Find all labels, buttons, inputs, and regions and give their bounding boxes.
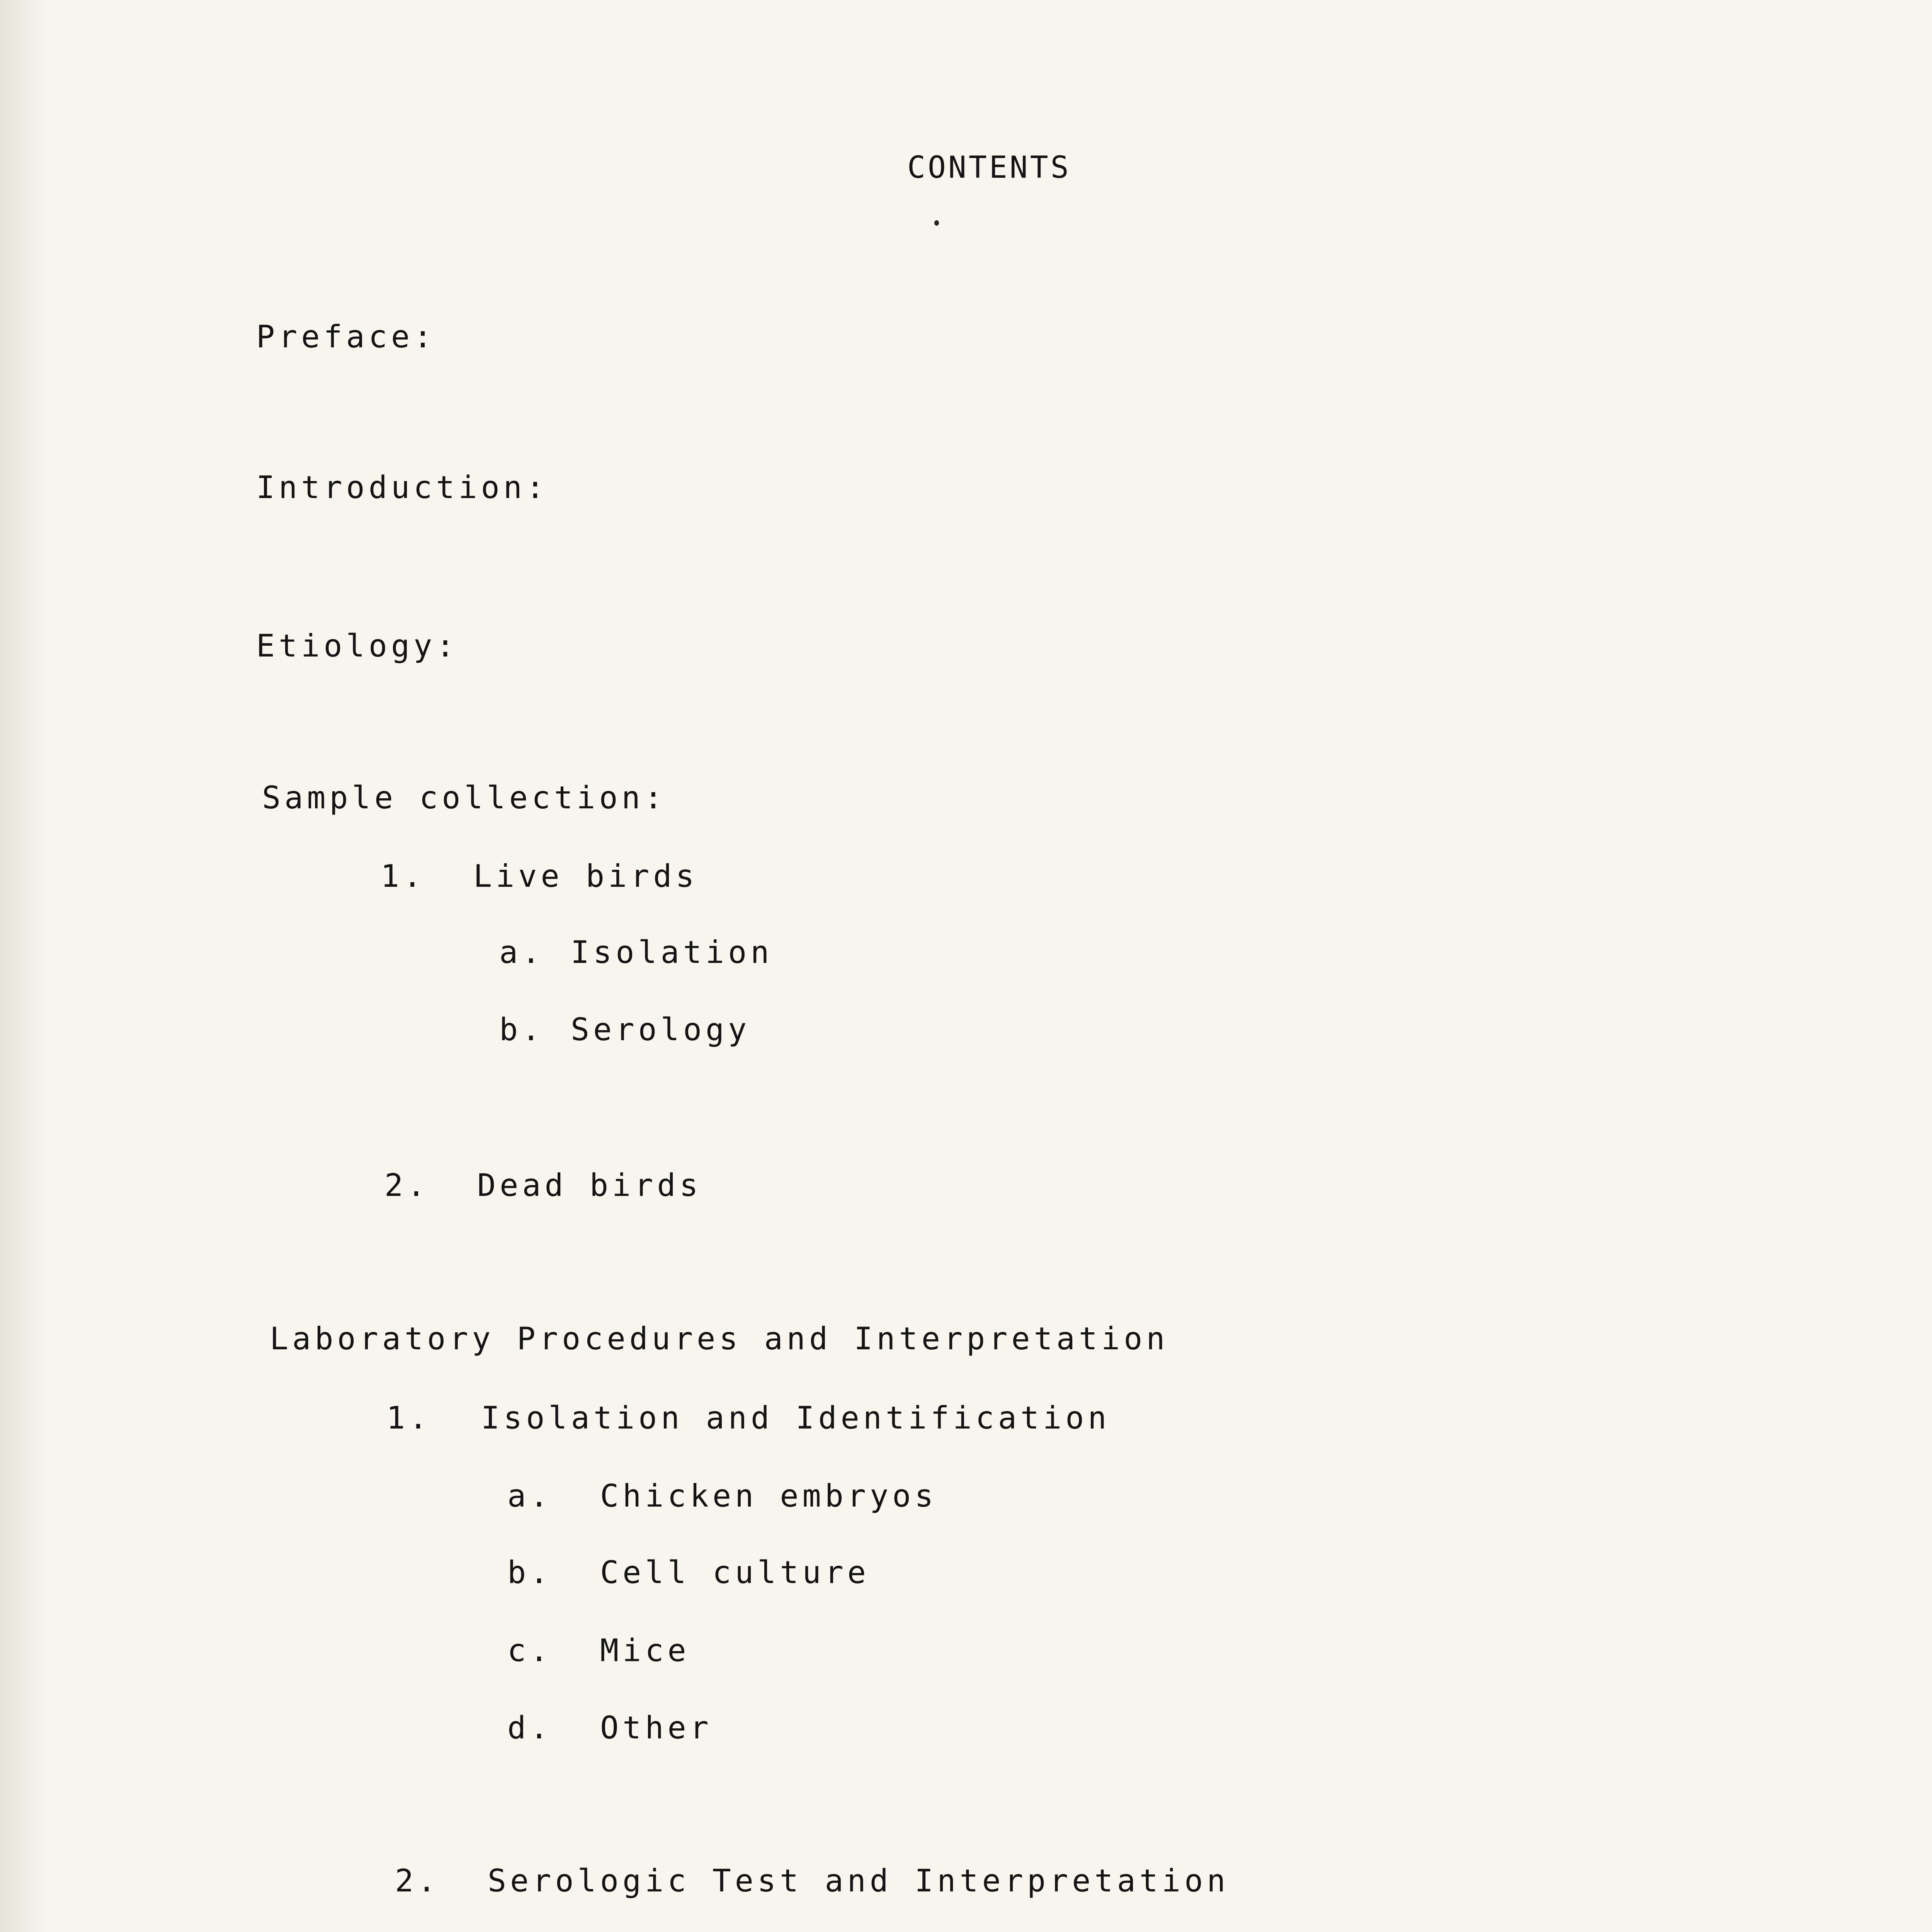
heading-preface: Preface:: [256, 319, 436, 355]
toc-subitem: [499, 1012, 751, 1048]
heading-sample-collection: Sample collection:: [262, 780, 667, 816]
heading-laboratory-procedures: Laboratory Procedures and Interpretation: [270, 1321, 1169, 1357]
subitem-label: Serology: [571, 1012, 751, 1048]
item-number: 2.: [395, 1863, 440, 1899]
subitem-letter: d.: [507, 1710, 553, 1746]
heading-etiology: Etiology:: [256, 628, 459, 664]
toc-subitem: [507, 1554, 870, 1590]
subitem-letter: a.: [499, 934, 544, 970]
subitem-letter: b.: [499, 1012, 544, 1048]
toc-item: [386, 1400, 1111, 1436]
item-number: 1.: [386, 1400, 432, 1436]
item-label: Isolation and Identification: [481, 1400, 1111, 1436]
subitem-label: Other: [600, 1710, 713, 1746]
item-number: 2.: [384, 1167, 430, 1203]
item-number: 1.: [381, 858, 426, 894]
subitem-label: Cell culture: [600, 1554, 870, 1590]
item-label: Dead birds: [477, 1167, 702, 1203]
item-label: Serologic Test and Interpretation: [488, 1863, 1230, 1899]
toc-subitem: [507, 1710, 713, 1746]
subitem-label: Mice: [600, 1633, 690, 1668]
toc-item: [395, 1863, 1230, 1899]
subitem-label: Isolation: [571, 934, 773, 970]
toc-item: [384, 1167, 702, 1203]
stray-mark: [934, 220, 939, 226]
item-label: Live birds: [473, 858, 698, 894]
toc-subitem: [507, 1478, 937, 1514]
heading-introduction: Introduction:: [256, 469, 549, 505]
subitem-letter: c.: [507, 1633, 553, 1668]
page-title: CONTENTS: [907, 150, 1071, 185]
toc-subitem: [507, 1635, 690, 1666]
toc-subitem: [499, 934, 773, 970]
subitem-letter: b.: [507, 1554, 553, 1590]
toc-item: [381, 858, 698, 894]
subitem-label: Chicken embryos: [600, 1478, 937, 1514]
subitem-letter: a.: [507, 1478, 553, 1514]
